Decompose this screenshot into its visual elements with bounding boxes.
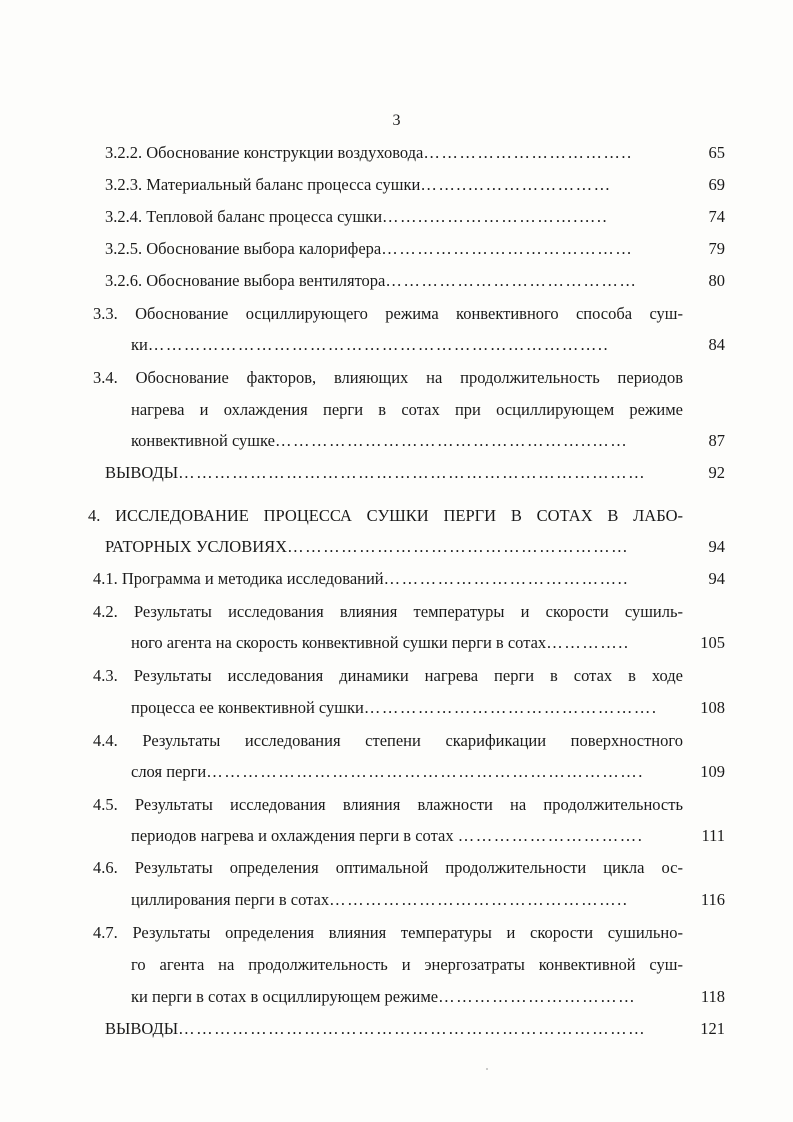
toc-page: 84	[708, 335, 725, 354]
toc-page: 108	[700, 698, 725, 717]
toc-page: 79	[708, 239, 725, 258]
toc-page: 118	[700, 987, 725, 1006]
page-number: 3	[392, 112, 401, 129]
toc-page: 74	[708, 207, 725, 226]
toc-page: 80	[708, 271, 725, 290]
toc-page: 111	[701, 826, 725, 845]
toc-page: 94	[708, 537, 725, 556]
toc-page: 69	[708, 175, 725, 194]
toc-page: 109	[700, 762, 725, 781]
toc-page: 94	[708, 569, 725, 588]
toc-page: 116	[700, 890, 725, 909]
scan-speck	[486, 1068, 488, 1070]
toc-page: 92	[708, 463, 725, 482]
toc-page: 121	[700, 1019, 725, 1038]
toc-page: 65	[708, 143, 725, 162]
toc-page: 105	[700, 633, 725, 652]
toc-page: 87	[708, 431, 725, 450]
